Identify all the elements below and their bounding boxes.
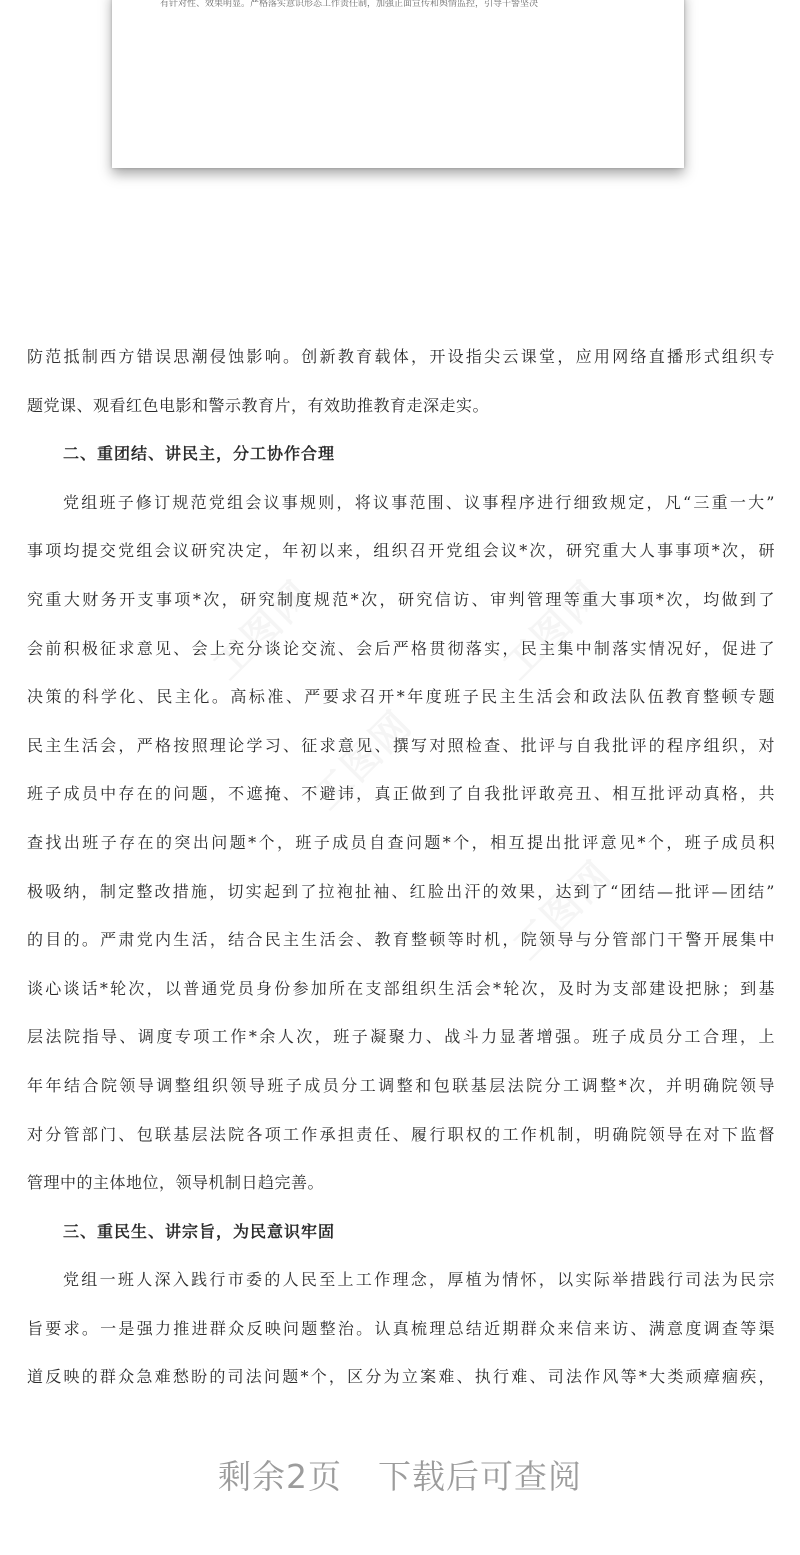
watermark: 工图网: [504, 851, 621, 968]
text-line: 的目的。严肃党内生活，结合民主生活会、教育整顿等时机，院领导与分管部门干警开展集中: [27, 930, 775, 950]
text-line: 谈心谈话*轮次，以普通党员身份参加所在支部组织生活会*轮次，及时为支部建设把脉；到基: [27, 978, 775, 998]
text-line: 民主生活会，严格按照理论学习、征求意见、撰写对照检查、批评与自我批评的程序组织，对: [27, 735, 775, 755]
text-line: 层法院指导、调度专项工作*余人次，班子凝聚力、战斗力显著增强。班子成员分工合理，上: [27, 1027, 775, 1047]
document-body: [27, 333, 775, 1402]
text-line: 党组一班人深入践行市委的人民至上工作理念，厚植为情怀，以实际举措践行司法为民宗: [63, 1270, 775, 1290]
watermark: 工图网: [494, 571, 611, 688]
text-line: 究重大财务开支事项*次，研究制度规范*次，研究信访、审判管理等重大事项*次，均做到了: [27, 589, 775, 609]
text-line: 年年结合院领导调整组织领导班子成员分工调整和包联基层法院分工调整*次，并明确院领导: [27, 1075, 775, 1095]
section3-heading: 三、重民生、讲宗旨，为民意识牢固: [63, 1221, 336, 1241]
download-to-read-more-banner[interactable]: [0, 1452, 800, 1502]
previous-page-thumbnail: [112, 0, 684, 168]
preview-text-line: 有针对性、效果明显。严格落实意识形态工作责任制，加强正面宣传和舆情监控，引导干警坚决: [160, 0, 539, 9]
remaining-pages-label[interactable]: 剩余2页: [218, 1457, 342, 1496]
section1-tail-paragraph: [27, 333, 775, 430]
watermark: 工图网: [204, 571, 321, 688]
text-line: 道反映的群众急难愁盼的司法问题*个，区分为立案难、执行难、司法作风等*大类顽瘴痼疾，: [27, 1367, 775, 1387]
text-line: 对分管部门、包联基层法院各项工作承担责任、履行职权的工作机制，明确院领导在对下监督: [27, 1124, 775, 1144]
text-line: 决策的科学化、民主化。高标准、严要求召开*年度班子民主生活会和政法队伍教育整顿专题: [27, 687, 775, 707]
section3-paragraph: [27, 1256, 775, 1402]
text-line: 防范抵制西方错误思潮侵蚀影响。创新教育载体，开设指尖云课堂，应用网络直播形式组织专: [27, 347, 775, 366]
text-line: 旨要求。一是强力推进群众反映问题整治。认真梳理总结近期群众来信来访、满意度调查等渠: [27, 1318, 775, 1338]
section2-heading: 二、重团结、讲民主，分工协作合理: [63, 444, 336, 464]
text-line: 会前积极征求意见、会上充分谈论交流、会后严格贯彻落实，民主集中制落实情况好，促进了: [27, 638, 775, 658]
text-line: 党组班子修订规范党组会议事规则，将议事范围、议事程序进行细致规定，凡“三重一大”: [63, 492, 775, 512]
text-line: 查找出班子存在的突出问题*个，班子成员自查问题*个，相互提出批评意见*个，班子成员积: [27, 832, 775, 852]
watermark: 工图网: [304, 701, 421, 818]
download-to-view-label[interactable]: 下载后可查阅: [378, 1457, 582, 1496]
text-line: 管理中的主体地位，领导机制日趋完善。: [27, 1173, 325, 1193]
text-line: 题党课、观看红色电影和警示教育片，有效助推教育走深走实。: [27, 395, 490, 415]
text-line: 事项均提交党组会议研究决定，年初以来，组织召开党组会议*次，研究重大人事事项*次，研: [27, 541, 775, 561]
section2-paragraph: [27, 479, 775, 1208]
text-line: 极吸纳，制定整改措施，切实起到了拉袍扯袖、红脸出汗的效果，达到了“团结—批评—团结”: [27, 881, 775, 901]
text-line: 班子成员中存在的问题，不遮掩、不避讳，真正做到了自我批评敢亮丑、相互批评动真格，共: [27, 784, 775, 804]
